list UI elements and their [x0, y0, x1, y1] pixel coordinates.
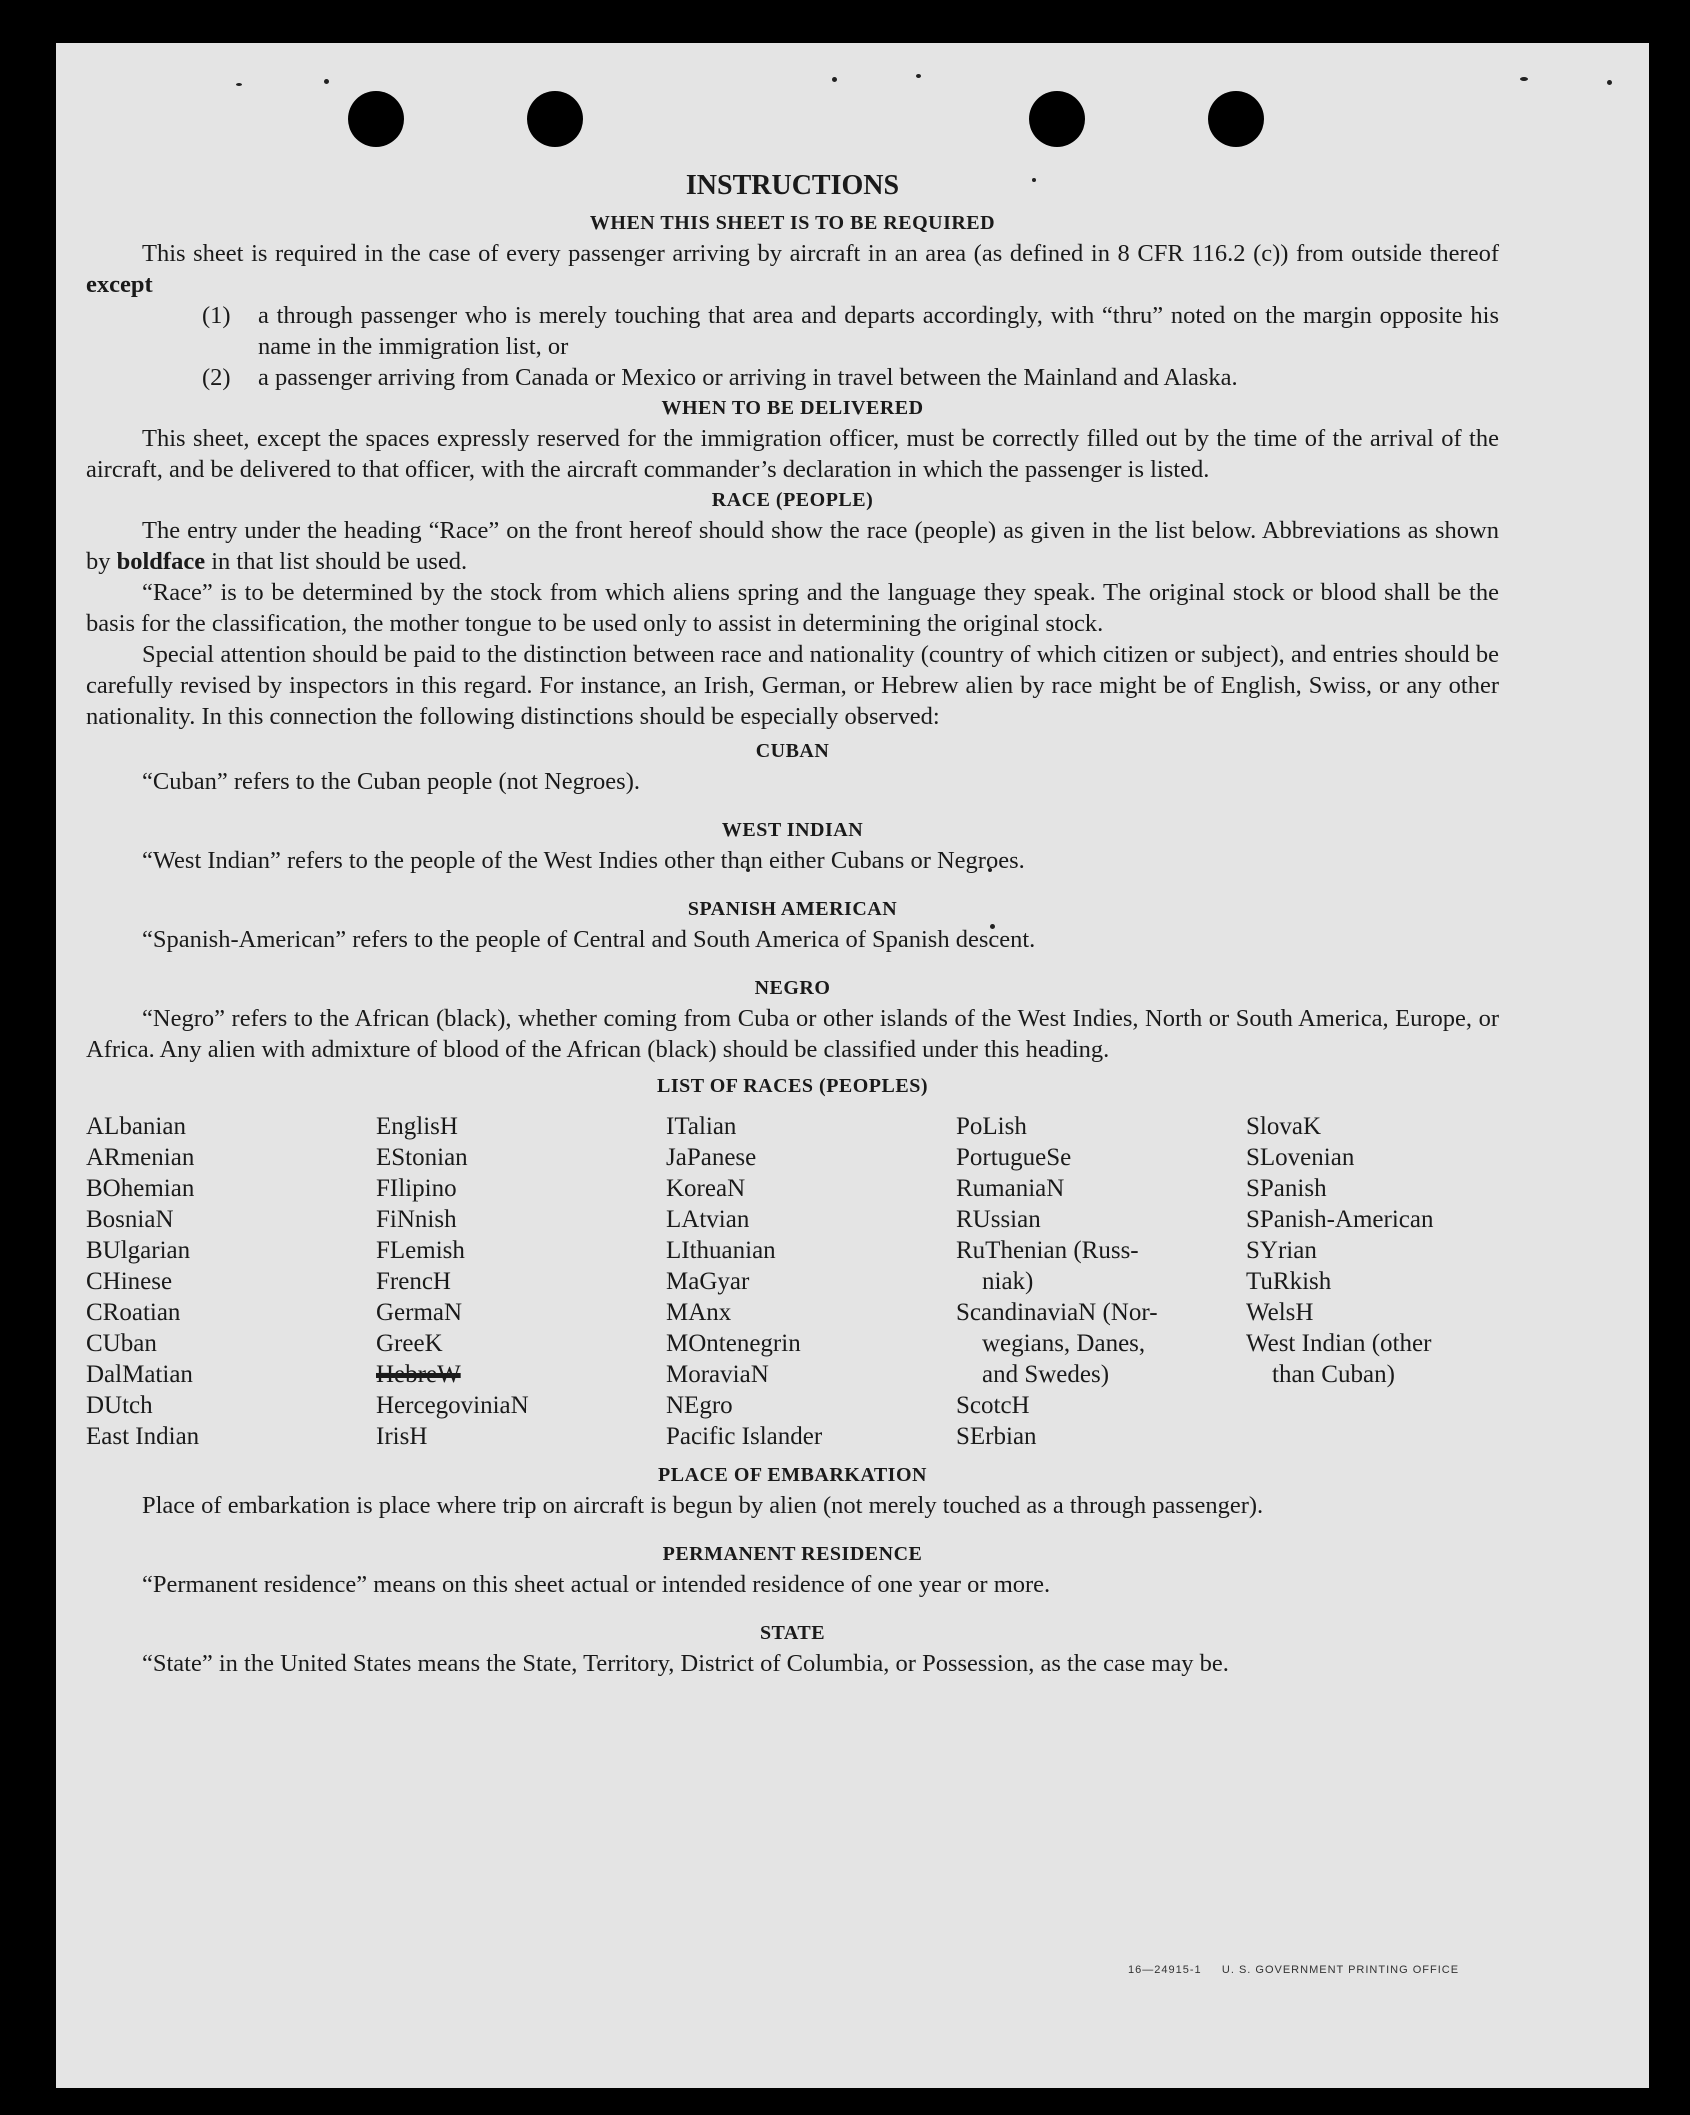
paragraph: “Cuban” refers to the Cuban people (not Negroes). [142, 768, 640, 795]
printer-credit: U. S. GOVERNMENT PRINTING OFFICE [1221, 1964, 1460, 1976]
paragraph: Special attention should be paid to the distinction between race and nationality (country of which citizen or subject), and entries should be carefully revised by inspectors in this regard. For instance, an Irish, German, or Hebrew alien by race might be of English, Swiss, or any other nationality. In this connection the following distinctions should be especially observed: [86, 641, 1499, 730]
section-heading: RACE (PEOPLE) [711, 489, 874, 511]
list-item [86, 300, 1499, 362]
paragraph: “Race” is to be determined by the stock from which aliens spring and the language they speak. The original stock or blood shall be the basis for the classification, the mother tongue to be used only to assist in determining the original stock. [86, 579, 1499, 637]
section-heading: LIST OF RACES (PEOPLES) [656, 1075, 928, 1097]
race-entry: RUssian [956, 1206, 1041, 1233]
race-column [1246, 1111, 1499, 1452]
list-item [86, 362, 1499, 393]
paragraph-text: The entry under the heading “Race” on the front hereof should show the race (people) as given in the list below. Abbreviations as shown by [86, 517, 1499, 575]
race-column [376, 1111, 666, 1452]
item-text: a through passenger who is merely touching that area and departs accordingly, with “thru” noted on the margin opposite his name in the immigration list, or [258, 302, 1499, 360]
race-entry: MOntenegrin [666, 1330, 801, 1357]
race-entry: MaGyar [666, 1268, 750, 1295]
paragraph [86, 515, 1499, 577]
section-heading: NEGRO [754, 977, 831, 999]
race-entry: EnglisH [376, 1113, 458, 1140]
page-title: INSTRUCTIONS [685, 170, 900, 201]
race-entry: CUban [86, 1330, 157, 1357]
race-entry: ScandinaviaN (Nor- [956, 1299, 1158, 1326]
race-entry: JaPanese [666, 1144, 757, 1171]
speck [236, 83, 242, 86]
race-entry: MoraviaN [666, 1361, 769, 1388]
race-entry: FLemish [376, 1237, 465, 1264]
race-entry: FIlipino [376, 1175, 457, 1202]
form-code: 16—24915-1 [1128, 1964, 1202, 1976]
paragraph: “State” in the United States means the State, Territory, District of Columbia, or Possession, as the case may be. [142, 1650, 1229, 1677]
paragraph: “Permanent residence” means on this sheet actual or intended residence of one year or more. [142, 1571, 1051, 1598]
section-heading: WEST INDIAN [721, 819, 864, 841]
race-entry-continued: niak) [982, 1268, 1034, 1295]
paragraph-text: in that list should be used. [211, 548, 468, 575]
instructions-content [86, 166, 1499, 1679]
race-entry: HercegoviniaN [376, 1392, 529, 1419]
race-entry: SErbian [956, 1423, 1037, 1450]
race-entry-struck: HebreW [376, 1361, 461, 1388]
item-number: (1) [202, 302, 231, 329]
item-text: a passenger arriving from Canada or Mexico or arriving in travel between the Mainland and Alaska. [258, 364, 1238, 391]
race-entry: CHinese [86, 1268, 173, 1295]
race-entry: West Indian (other [1246, 1330, 1432, 1357]
race-entry: RumaniaN [956, 1175, 1065, 1202]
paragraph: “Spanish-American” refers to the people of Central and South America of Spanish descent. [142, 926, 1036, 953]
paragraph: “Negro” refers to the African (black), whether coming from Cuba or other islands of the West Indies, North or South America, Europe, or Africa. Any alien with admixture of blood of the African (black) should be classified under this heading. [86, 1005, 1499, 1063]
race-entry: SLovenian [1246, 1144, 1355, 1171]
paragraph: “West Indian” refers to the people of the West Indies other than either Cubans or Negroes. [142, 847, 1025, 874]
item-number: (2) [202, 364, 231, 391]
paragraph: This sheet, except the spaces expressly reserved for the immigration officer, must be correctly filled out by the time of the arrival of the aircraft, and be delivered to that officer, with the aircraft commander’s declaration in which the passenger is listed. [86, 425, 1499, 483]
race-entry: ARmenian [86, 1144, 195, 1171]
race-entry-continued: wegians, Danes, [982, 1330, 1146, 1357]
race-entry: SPanish [1246, 1175, 1327, 1202]
race-entry: EStonian [376, 1144, 468, 1171]
speck [1520, 77, 1528, 81]
speck [324, 79, 329, 84]
paragraph: Place of embarkation is place where trip on aircraft is begun by alien (not merely touched as a through passenger). [142, 1492, 1264, 1519]
race-entry: BUlgarian [86, 1237, 191, 1264]
section-heading: CUBAN [755, 740, 830, 762]
race-entry: ITalian [666, 1113, 737, 1140]
race-entry: SPanish-American [1246, 1206, 1434, 1233]
punch-hole [527, 91, 583, 147]
punch-hole [1208, 91, 1264, 147]
race-entry-continued: and Swedes) [982, 1361, 1110, 1388]
race-entry: GermaN [376, 1299, 463, 1326]
race-entry: KoreaN [666, 1175, 746, 1202]
race-column [956, 1111, 1246, 1452]
section-heading: STATE [759, 1622, 826, 1644]
race-entry: DUtch [86, 1392, 153, 1419]
section-heading: SPANISH AMERICAN [687, 898, 898, 920]
punch-hole [348, 91, 404, 147]
race-entry: TuRkish [1246, 1268, 1332, 1295]
speck [1607, 80, 1612, 85]
race-entry: ScotcH [956, 1392, 1030, 1419]
race-entry-continued: than Cuban) [1272, 1361, 1395, 1388]
race-entry: ALbanian [86, 1113, 186, 1140]
race-entry: FiNnish [376, 1206, 457, 1233]
race-entry: LIthuanian [666, 1237, 776, 1264]
race-entry: BOhemian [86, 1175, 195, 1202]
section-heading: PERMANENT RESIDENCE [662, 1543, 923, 1565]
race-entry: PoLish [956, 1113, 1027, 1140]
race-entry: WelsH [1246, 1299, 1314, 1326]
bold-text: except [86, 271, 153, 298]
section-heading: WHEN THIS SHEET IS TO BE REQUIRED [589, 212, 996, 234]
punch-hole [1029, 91, 1085, 147]
bold-text: boldface [116, 548, 206, 575]
race-entry: GreeK [376, 1330, 443, 1357]
race-entry: BosniaN [86, 1206, 174, 1233]
race-entry: FrencH [376, 1268, 451, 1295]
race-entry: CRoatian [86, 1299, 181, 1326]
speck [916, 74, 921, 78]
race-entry: SYrian [1246, 1237, 1317, 1264]
race-entry: MAnx [666, 1299, 732, 1326]
race-entry: East Indian [86, 1423, 200, 1450]
race-entry: Pacific Islander [666, 1423, 823, 1450]
section-heading: WHEN TO BE DELIVERED [661, 397, 924, 419]
race-entry: DalMatian [86, 1361, 193, 1388]
race-column [86, 1111, 376, 1452]
speck [832, 77, 837, 82]
race-entry: IrisH [376, 1423, 428, 1450]
race-list [86, 1111, 1499, 1452]
paragraph-text: This sheet is required in the case of every passenger arriving by aircraft in an area (as defined in 8 CFR 116.2 (c)) from outside thereof [142, 240, 1499, 267]
race-entry: NEgro [666, 1392, 733, 1419]
section-heading: PLACE OF EMBARKATION [658, 1464, 927, 1486]
race-column [666, 1111, 956, 1452]
paragraph [86, 238, 1499, 300]
form-footer [1128, 1964, 1459, 1976]
race-entry: LAtvian [666, 1206, 750, 1233]
race-entry: PortugueSe [956, 1144, 1072, 1171]
race-entry: SlovaK [1246, 1113, 1321, 1140]
race-entry: RuThenian (Russ- [956, 1237, 1139, 1264]
